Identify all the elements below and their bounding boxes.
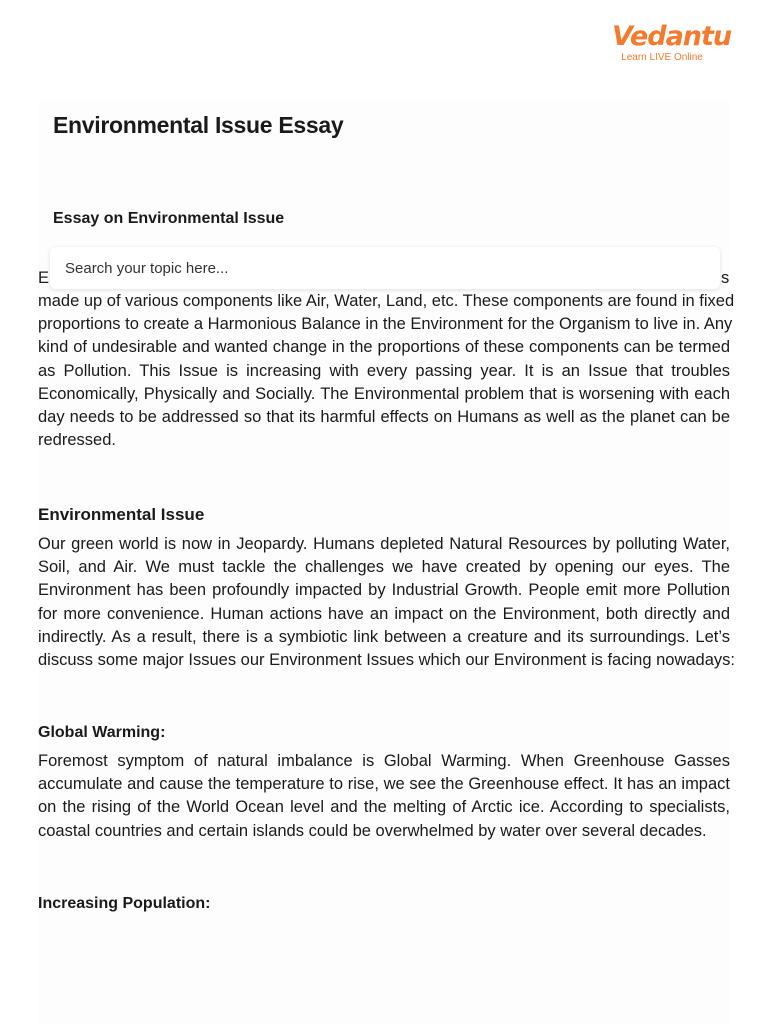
text-line: for more convenience. Human actions have an impact on the Environment, both directly and: [38, 604, 730, 623]
text-line: discuss some major Issues our Environment Issues which our Environment is facing nowadays:: [38, 651, 735, 670]
text-line: accumulate and cause the temperature to rise, we see the Greenhouse effect. It has an impact: [38, 775, 730, 794]
text-line: coastal countries and certain islands could be overwhelmed by water over several decades.: [38, 821, 707, 840]
text-line: made up of various components like Air, Water, Land, etc. These components are found in fixed: [38, 292, 735, 310]
global-warming-paragraph: [38, 750, 730, 843]
search-box[interactable]: [50, 247, 720, 289]
logo-wordmark: Vedantu: [612, 21, 732, 52]
text-line: Economically, Physically and Socially. The Environmental problem that is worsening with each: [38, 384, 730, 403]
intro-hidden-first-letter: E: [38, 269, 50, 287]
text-line: Environment has been profoundly impacted by Industrial Growth. People emit more Pollution: [38, 581, 730, 600]
page-title: Environmental Issue Essay: [53, 112, 344, 138]
search-input[interactable]: [50, 247, 720, 289]
logo-tagline: Learn LIVE Online: [621, 52, 703, 63]
vedantu-logo[interactable]: [612, 20, 732, 72]
text-line: indirectly. As a result, there is a symbiotic link between a creature and its surroundings. Let’s: [38, 627, 730, 646]
section-heading-environmental-issue: Environmental Issue: [38, 505, 205, 524]
intro-hidden-last-letter: s: [721, 269, 730, 287]
text-line: kind of undesirable and wanted change in the proportions of these components can be termed: [38, 338, 730, 357]
intro-paragraph: [38, 290, 735, 452]
text-line: as Pollution. This Issue is increasing with every passing year. It is an Issue that troubles: [38, 361, 730, 380]
text-line: day needs to be addressed so that its harmful effects on Humans as well as the planet can be: [38, 408, 730, 427]
text-line: proportions to create a Harmonious Balance in the Environment for the Organism to live in. Any: [38, 315, 733, 334]
text-line: redressed.: [38, 431, 116, 450]
text-line: on the rising of the World Ocean level and the melting of Arctic ice. According to specialists,: [38, 798, 730, 817]
text-line: Foremost symptom of natural imbalance is Global Warming. When Greenhouse Gasses: [38, 752, 730, 770]
text-line: Our green world is now in Jeopardy. Humans depleted Natural Resources by polluting Water,: [38, 535, 730, 553]
section-heading-global-warming: Global Warming:: [38, 724, 166, 741]
section-heading-increasing-population: Increasing Population:: [38, 895, 211, 912]
essay-subtitle: Essay on Environmental Issue: [53, 210, 285, 227]
environmental-issue-paragraph: [38, 533, 735, 672]
text-line: Soil, and Air. We must tackle the challenges we have created by opening our eyes. The: [38, 558, 730, 577]
